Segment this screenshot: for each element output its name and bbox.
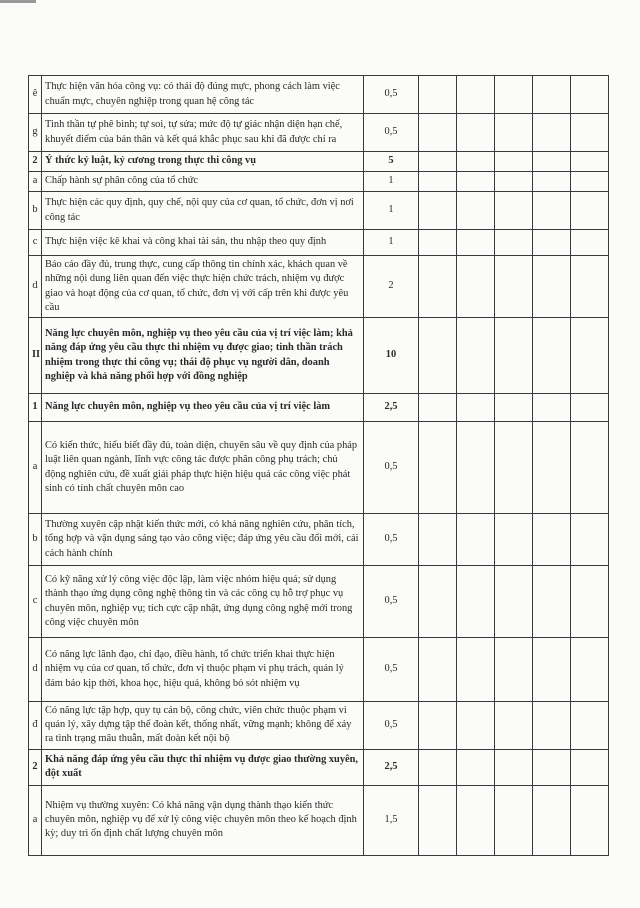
- criteria-row: [29, 192, 609, 230]
- row-index: a: [29, 172, 42, 192]
- score-cell: [457, 702, 495, 750]
- criteria-row: [29, 152, 609, 172]
- score-cell: [495, 230, 533, 256]
- score-cell: [419, 172, 457, 192]
- score-cell: [571, 318, 609, 394]
- criteria-content: Có kiến thức, hiểu biết đầy đủ, toàn diện, chuyên sâu về quy định của pháp luật liên quan ngành, lĩnh vực công tác được phân công phụ trách; chủ động nghiên cứu, đề xuất giải pháp thực hiện hiệu quả các công việc phát sinh có tính chất chuyên môn cao: [42, 422, 364, 514]
- score-cell: [495, 76, 533, 114]
- score-cell: [419, 566, 457, 638]
- row-index: b: [29, 192, 42, 230]
- score-cell: [533, 76, 571, 114]
- score-cell: [457, 76, 495, 114]
- score-cell: [419, 114, 457, 152]
- score-cell: [571, 566, 609, 638]
- row-index: đ: [29, 702, 42, 750]
- score-cell: [457, 785, 495, 855]
- score-cell: [533, 152, 571, 172]
- score-cell: [533, 514, 571, 566]
- score-cell: [495, 702, 533, 750]
- row-index: 2: [29, 749, 42, 785]
- row-index: ê: [29, 76, 42, 114]
- score-cell: [457, 749, 495, 785]
- score-cell: [571, 172, 609, 192]
- criteria-content: Có năng lực tập hợp, quy tụ cán bộ, công chức, viên chức thuộc phạm vi quản lý, xây dựng tập thể đoàn kết, thống nhất, vững mạnh; không để xảy ra tình trạng mâu thuẫn, mất đoàn kết nội bộ: [42, 702, 364, 750]
- score-cell: [533, 172, 571, 192]
- score-cell: [533, 394, 571, 422]
- score-cell: [495, 514, 533, 566]
- criteria-content: Có năng lực lãnh đạo, chỉ đạo, điều hành, tổ chức triển khai thực hiện nhiệm vụ của cơ quan, tổ chức, đơn vị thuộc phạm vi phụ trách, quản lý đảm bảo kịp thời, khoa học, hiệu quả, không bỏ sót nhiệm vụ: [42, 638, 364, 702]
- max-points: 0,5: [364, 566, 419, 638]
- max-points: 10: [364, 318, 419, 394]
- score-cell: [457, 638, 495, 702]
- criteria-content: Năng lực chuyên môn, nghiệp vụ theo yêu cầu của vị trí việc làm: [42, 394, 364, 422]
- score-cell: [495, 152, 533, 172]
- evaluation-criteria-table: [28, 75, 609, 856]
- row-index: d: [29, 256, 42, 318]
- score-cell: [457, 230, 495, 256]
- score-cell: [495, 638, 533, 702]
- score-cell: [495, 114, 533, 152]
- criteria-content: Thực hiện văn hóa công vụ: có thái độ đúng mực, phong cách làm việc chuẩn mực, chuyên nghiệp trong quan hệ công tác: [42, 76, 364, 114]
- max-points: 1: [364, 172, 419, 192]
- max-points: 2,5: [364, 749, 419, 785]
- score-cell: [419, 785, 457, 855]
- score-cell: [571, 422, 609, 514]
- max-points: 1: [364, 230, 419, 256]
- max-points: 2: [364, 256, 419, 318]
- max-points: 0,5: [364, 422, 419, 514]
- score-cell: [571, 230, 609, 256]
- criteria-row: [29, 749, 609, 785]
- score-cell: [495, 192, 533, 230]
- score-cell: [533, 192, 571, 230]
- row-index: c: [29, 566, 42, 638]
- row-index: a: [29, 785, 42, 855]
- max-points: 0,5: [364, 638, 419, 702]
- row-index: b: [29, 514, 42, 566]
- score-cell: [419, 256, 457, 318]
- score-cell: [419, 76, 457, 114]
- score-cell: [571, 749, 609, 785]
- score-cell: [419, 192, 457, 230]
- score-cell: [419, 749, 457, 785]
- score-cell: [533, 230, 571, 256]
- score-cell: [571, 702, 609, 750]
- criteria-row: [29, 230, 609, 256]
- row-index: II: [29, 318, 42, 394]
- score-cell: [533, 638, 571, 702]
- score-cell: [457, 514, 495, 566]
- score-cell: [533, 785, 571, 855]
- score-cell: [571, 394, 609, 422]
- score-cell: [419, 638, 457, 702]
- score-cell: [571, 152, 609, 172]
- score-cell: [495, 394, 533, 422]
- criteria-content: Thường xuyên cập nhật kiến thức mới, có khả năng nghiên cứu, phân tích, tổng hợp và vận dụng sáng tạo vào công việc; đáp ứng yêu cầu đổi mới, cải cách hành chính: [42, 514, 364, 566]
- criteria-row: [29, 566, 609, 638]
- criteria-content: Tinh thần tự phê bình; tự soi, tự sửa; mức độ tự giác nhận diện hạn chế, khuyết điểm của bản thân và kết quả khắc phục sau khi đã được chỉ ra: [42, 114, 364, 152]
- row-index: 1: [29, 394, 42, 422]
- score-cell: [419, 230, 457, 256]
- criteria-content: Nhiệm vụ thường xuyên: Có khả năng vận dụng thành thạo kiến thức chuyên môn, nghiệp vụ để xử lý công việc chuyên môn theo kế hoạch định kỳ; duy trì ổn định chất lượng chuyên môn: [42, 785, 364, 855]
- scan-edge-mark: [0, 0, 36, 3]
- score-cell: [495, 749, 533, 785]
- score-cell: [457, 318, 495, 394]
- score-cell: [457, 172, 495, 192]
- criteria-content: Ý thức kỷ luật, kỷ cương trong thực thi công vụ: [42, 152, 364, 172]
- criteria-row: [29, 172, 609, 192]
- score-cell: [457, 152, 495, 172]
- row-index: 2: [29, 152, 42, 172]
- max-points: 0,5: [364, 514, 419, 566]
- score-cell: [419, 152, 457, 172]
- score-cell: [495, 256, 533, 318]
- max-points: 1: [364, 192, 419, 230]
- score-cell: [533, 702, 571, 750]
- score-cell: [419, 394, 457, 422]
- max-points: 0,5: [364, 114, 419, 152]
- score-cell: [571, 114, 609, 152]
- criteria-content: Chấp hành sự phân công của tổ chức: [42, 172, 364, 192]
- criteria-row: [29, 318, 609, 394]
- score-cell: [457, 394, 495, 422]
- score-cell: [457, 422, 495, 514]
- score-cell: [457, 114, 495, 152]
- criteria-row: [29, 702, 609, 750]
- score-cell: [533, 256, 571, 318]
- score-cell: [533, 422, 571, 514]
- score-cell: [533, 114, 571, 152]
- criteria-content: Thực hiện việc kê khai và công khai tài sản, thu nhập theo quy định: [42, 230, 364, 256]
- score-cell: [533, 749, 571, 785]
- score-cell: [495, 318, 533, 394]
- score-cell: [419, 514, 457, 566]
- score-cell: [457, 566, 495, 638]
- score-cell: [571, 638, 609, 702]
- row-index: g: [29, 114, 42, 152]
- criteria-content: Báo cáo đầy đủ, trung thực, cung cấp thông tin chính xác, khách quan về những nội dung liên quan đến việc thực hiện chức trách, nhiệm vụ được giao và hoạt động của cơ quan, tổ chức, đơn vị với cấp trên khi được yêu cầu: [42, 256, 364, 318]
- criteria-content: Thực hiện các quy định, quy chế, nội quy của cơ quan, tổ chức, đơn vị nơi công tác: [42, 192, 364, 230]
- criteria-row: [29, 638, 609, 702]
- score-cell: [419, 422, 457, 514]
- max-points: 5: [364, 152, 419, 172]
- max-points: 2,5: [364, 394, 419, 422]
- score-cell: [495, 172, 533, 192]
- max-points: 0,5: [364, 76, 419, 114]
- score-cell: [457, 192, 495, 230]
- score-cell: [533, 566, 571, 638]
- criteria-row: [29, 514, 609, 566]
- score-cell: [495, 566, 533, 638]
- row-index: c: [29, 230, 42, 256]
- criteria-content: Có kỹ năng xử lý công việc độc lập, làm việc nhóm hiệu quả; sử dụng thành thạo ứng dụng công nghệ thông tin và các công cụ hỗ trợ phục vụ chuyên môn, nghiệp vụ; tích cực cập nhật, ứng dụng công nghệ mới trong công việc chuyên môn: [42, 566, 364, 638]
- row-index: a: [29, 422, 42, 514]
- score-cell: [457, 256, 495, 318]
- score-cell: [571, 256, 609, 318]
- score-cell: [495, 422, 533, 514]
- criteria-row: [29, 394, 609, 422]
- criteria-row: [29, 256, 609, 318]
- score-cell: [571, 514, 609, 566]
- score-cell: [571, 785, 609, 855]
- criteria-content: Khả năng đáp ứng yêu cầu thực thi nhiệm vụ được giao thường xuyên, đột xuất: [42, 749, 364, 785]
- score-cell: [571, 76, 609, 114]
- criteria-content: Năng lực chuyên môn, nghiệp vụ theo yêu cầu của vị trí việc làm; khả năng đáp ứng yêu cầu thực thi nhiệm vụ được giao; tinh thần trách nhiệm trong thực thi công vụ; thái độ phục vụ người dân, doanh nghiệp và khả năng phối hợp với đồng nghiệp: [42, 318, 364, 394]
- criteria-row: [29, 785, 609, 855]
- score-cell: [419, 318, 457, 394]
- score-cell: [419, 702, 457, 750]
- criteria-row: [29, 76, 609, 114]
- score-cell: [571, 192, 609, 230]
- row-index: d: [29, 638, 42, 702]
- criteria-row: [29, 422, 609, 514]
- score-cell: [533, 318, 571, 394]
- score-cell: [495, 785, 533, 855]
- max-points: 0,5: [364, 702, 419, 750]
- criteria-row: [29, 114, 609, 152]
- max-points: 1,5: [364, 785, 419, 855]
